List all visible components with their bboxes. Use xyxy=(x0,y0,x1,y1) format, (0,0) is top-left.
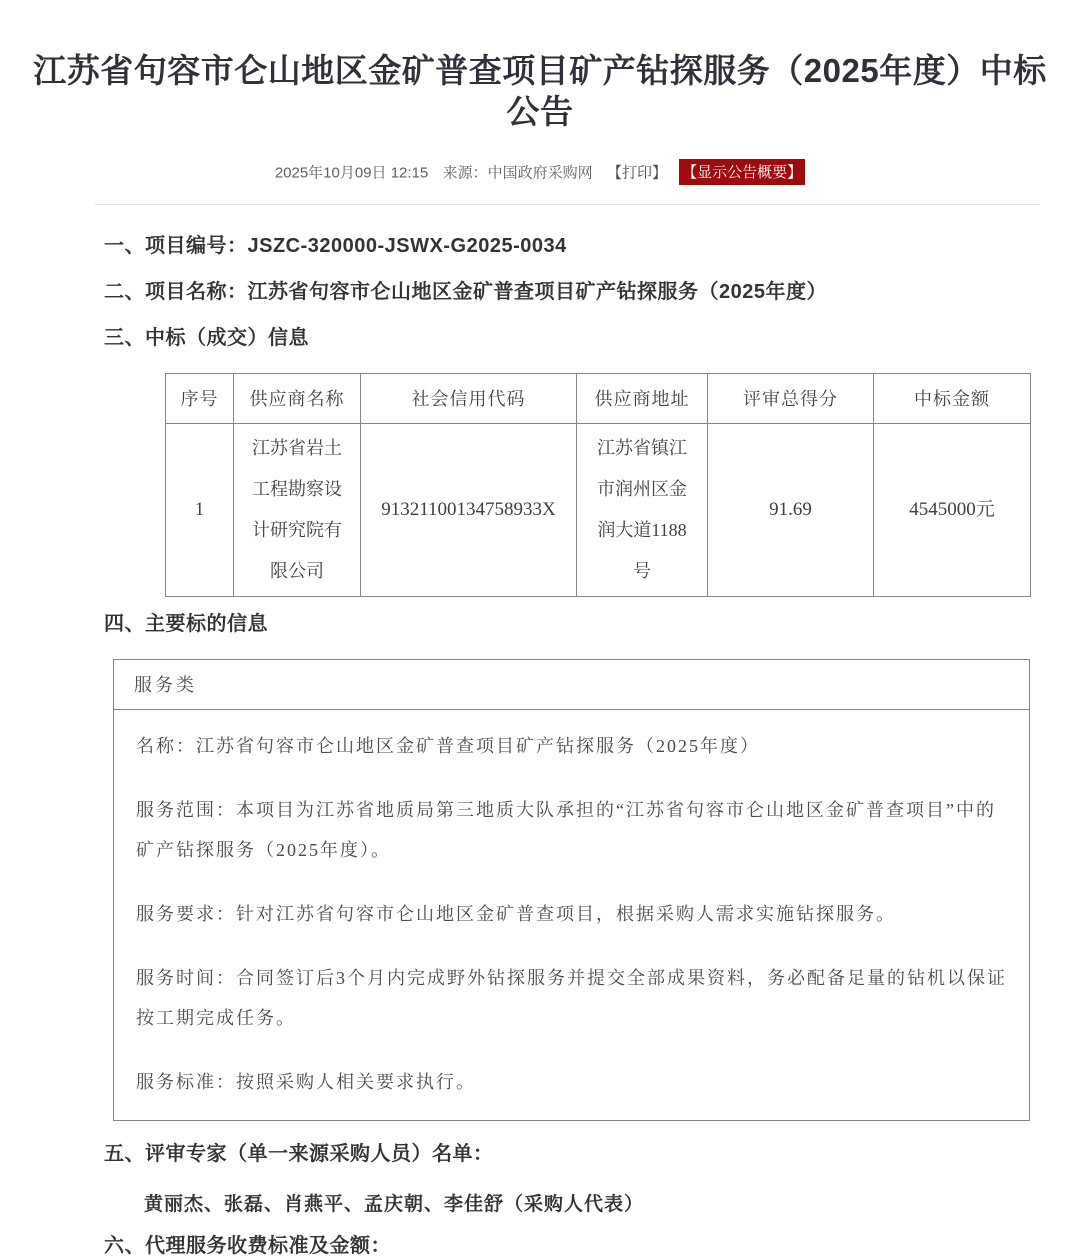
source-label: 来源：中国政府采购网 xyxy=(442,164,593,181)
column-header-amount: 中标金额 xyxy=(874,373,1031,423)
subject-category-row xyxy=(114,659,1030,709)
section-project-number: 一、项目编号：JSZC-320000-JSWX-G2025-0034 xyxy=(104,234,567,257)
cell-supplier-address: 江苏省镇江市润州区金润大道1188号 xyxy=(577,423,708,596)
section-project-name: 二、项目名称：江苏省句容市仑山地区金矿普查项目矿产钻探服务（2025年度） xyxy=(104,280,827,303)
column-header-score: 评审总得分 xyxy=(708,373,874,423)
subject-detail-row xyxy=(114,709,1030,1120)
service-standard: 服务标准：按照采购人相关要求执行。 xyxy=(136,1071,476,1092)
subject-category: 服务类 xyxy=(114,659,1030,709)
cell-score: 91.69 xyxy=(708,423,874,596)
subject-name: 名称：江苏省句容市仑山地区金矿普查项目矿产钻探服务（2025年度） xyxy=(136,735,760,756)
cell-supplier-name: 江苏省岩土工程勘察设计研究院有限公司 xyxy=(234,423,361,596)
column-header-credit-code: 社会信用代码 xyxy=(361,373,577,423)
announcement-body xyxy=(0,205,1080,1258)
subject-details xyxy=(114,709,1030,1120)
section-subject-info: 四、主要标的信息 xyxy=(104,612,268,635)
award-table-row xyxy=(166,423,1031,596)
service-time: 服务时间：合同签订后3个月内完成野外钻探服务并提交全部成果资料，务必配备足量的钻机以保证按工期完成任务。 xyxy=(136,967,1007,1028)
section-award-info: 三、中标（成交）信息 xyxy=(104,326,309,349)
cell-seq: 1 xyxy=(166,423,234,596)
service-requirements: 服务要求：针对江苏省句容市仑山地区金矿普查项目，根据采购人需求实施钻探服务。 xyxy=(136,903,896,924)
column-header-supplier: 供应商名称 xyxy=(234,373,361,423)
column-header-seq: 序号 xyxy=(166,373,234,423)
print-button[interactable]: 【打印】 xyxy=(606,164,667,181)
section-agency-fee: 六、代理服务收费标准及金额： xyxy=(104,1234,391,1257)
service-scope: 服务范围：本项目为江苏省地质局第三地质大队承担的“江苏省句容市仑山地区金矿普查项目”中的矿产钻探服务（2025年度）。 xyxy=(136,799,996,860)
meta-line xyxy=(0,159,1080,185)
column-header-address: 供应商地址 xyxy=(577,373,708,423)
award-table-header-row xyxy=(166,373,1031,423)
show-summary-button[interactable]: 【显示公告概要】 xyxy=(679,159,805,185)
award-info-table xyxy=(165,373,1031,597)
cell-credit-code: 91321100134758933X xyxy=(361,423,577,596)
section-experts: 五、评审专家（单一来源采购人员）名单： xyxy=(104,1142,494,1165)
publish-datetime: 2025年10月09日 12:15 xyxy=(274,164,429,181)
page-title: 江苏省句容市仑山地区金矿普查项目矿产钻探服务（2025年度）中标公告 xyxy=(33,52,1047,131)
cell-amount: 4545000元 xyxy=(874,423,1031,596)
expert-names: 黄丽杰、张磊、肖燕平、孟庆朝、李佳舒（采购人代表） xyxy=(144,1193,645,1215)
subject-info-table xyxy=(113,659,1030,1121)
